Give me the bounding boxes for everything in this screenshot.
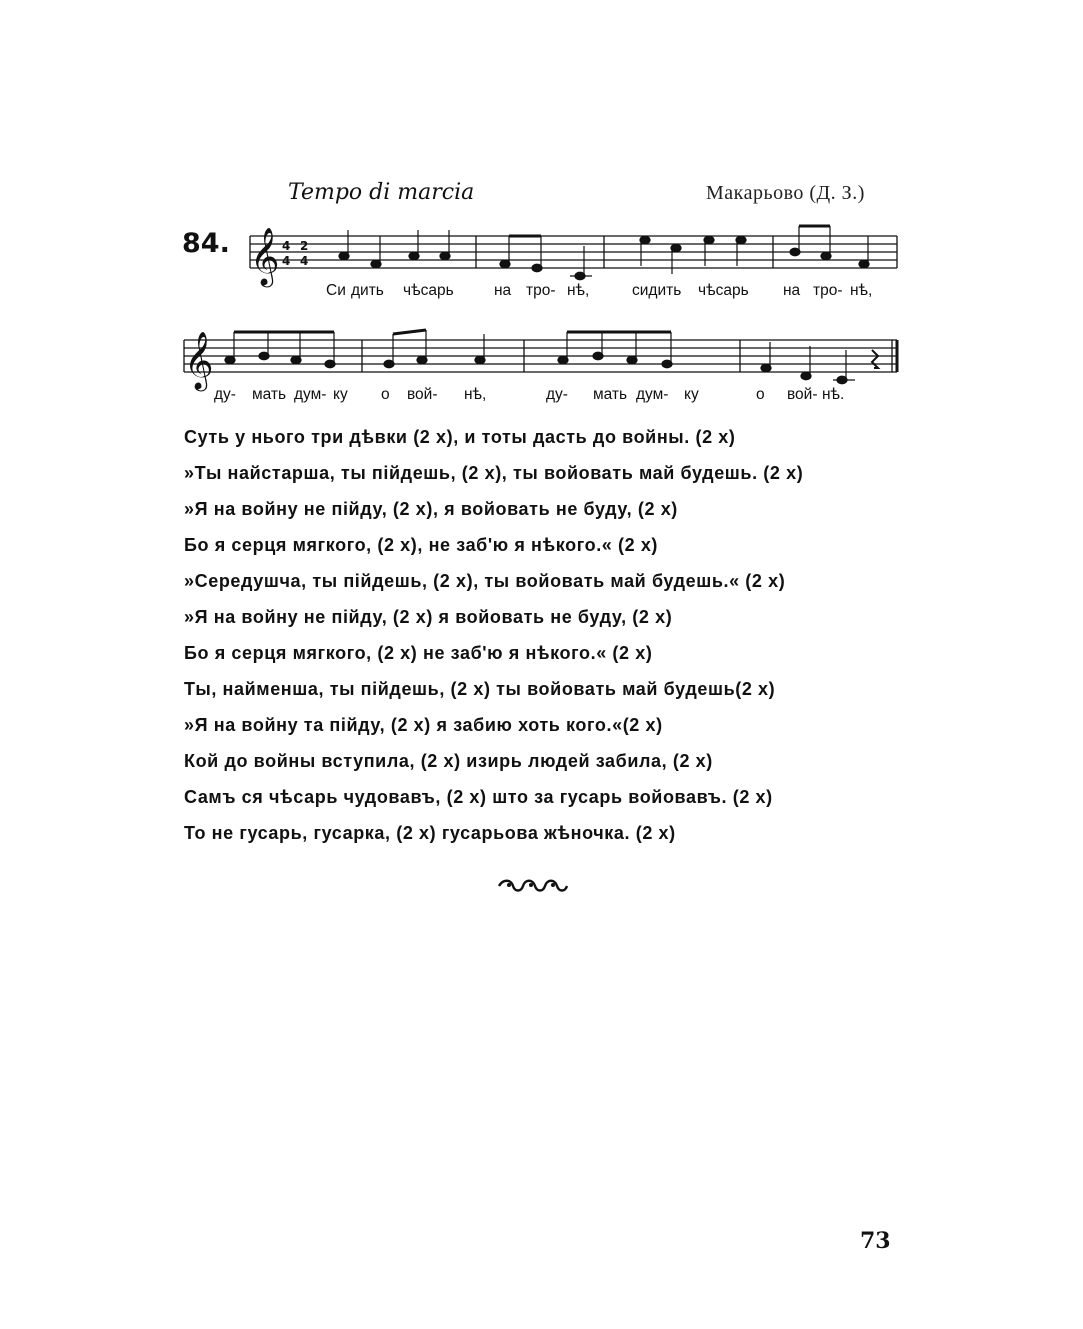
lyric-syllable: нѣ, <box>567 282 590 299</box>
lyric-syllable: тро- <box>526 282 556 299</box>
lyric-syllable: ку <box>684 386 699 403</box>
page-number: 73 <box>860 1228 891 1254</box>
lyric-syllable: ду- <box>214 386 236 403</box>
lyric-syllable: дум- <box>294 386 327 403</box>
lyric-syllable: Си <box>326 282 346 299</box>
lyric-syllable: мать <box>252 386 287 403</box>
lyric-syllable: мать <box>593 386 628 403</box>
lyric-syllable: нѣ, <box>464 386 487 403</box>
lyric-syllable: чѣсарь <box>403 282 454 299</box>
svg-text:4: 4 <box>282 254 291 268</box>
lyric-syllable: тро- <box>813 282 843 299</box>
lyric-syllable: нѣ, <box>850 282 873 299</box>
verse-line: Бо я серця мягкого, (2 х) не заб'ю я нѣкого.« (2 х) <box>184 643 653 663</box>
lyric-syllable: ку <box>333 386 348 403</box>
lyric-syllable: о <box>381 386 390 403</box>
verse-line: »Я на войну не пійду, (2 х) я войовать не буду, (2 х) <box>184 607 673 627</box>
treble-clef-icon-2: 𝄞 <box>184 331 214 389</box>
verse-line: Кой до войны вступила, (2 х) изирь людей забила, (2 х) <box>184 751 713 771</box>
lyric-syllable: сидить <box>632 282 682 299</box>
verse-block <box>184 424 904 856</box>
verse-line: Ты, найменша, ты пійдешь, (2 х) ты войовать май будешь(2 х) <box>184 679 776 699</box>
svg-text:4: 4 <box>300 254 309 268</box>
staff-2-notes <box>225 330 878 384</box>
music-score <box>0 0 1083 420</box>
verse-line: »Середушча, ты пійдешь, (2 х), ты войовать май будешь.« (2 х) <box>184 571 786 591</box>
lyric-syllable: чѣсарь <box>698 282 749 299</box>
verse-line: »Я на войну та пійду, (2 х) я забию хоть кого.«(2 х) <box>184 715 663 735</box>
verse-line: Суть у нього три дѣвки (2 х), и тоты дасть до войны. (2 х) <box>184 427 736 447</box>
lyric-syllable: нѣ. <box>822 386 845 403</box>
lyric-syllable: вой- <box>787 386 818 403</box>
lyric-syllable: дить <box>351 282 384 299</box>
song-number: 84. <box>182 228 230 259</box>
verse-line: »Я на войну не пійду, (2 х), я войовать не буду, (2 х) <box>184 499 678 519</box>
lyric-syllable: ду- <box>546 386 568 403</box>
svg-text:4: 4 <box>282 239 291 253</box>
verse-line: Бо я серця мягкого, (2 х), не заб'ю я нѣкого.« (2 х) <box>184 535 659 555</box>
lyric-syllable: на <box>494 282 512 299</box>
lyric-syllable: вой- <box>407 386 438 403</box>
verse-line: То не гусарь, гусарка, (2 х) гусарьова жѣночка. (2 х) <box>184 823 676 843</box>
staff-2 <box>184 340 897 372</box>
verse-line: Самъ ся чѣсарь чудовавъ, (2 х) што за гусарь войовавъ. (2 х) <box>184 787 773 807</box>
lyric-syllable: о <box>756 386 765 403</box>
verse-line: »Ты найстарша, ты пійдешь, (2 х), ты войовать май будешь. (2 х) <box>184 463 804 483</box>
tempo-marking: Tempo di marcia <box>288 180 475 205</box>
treble-clef-icon: 𝄞 <box>250 227 280 285</box>
lyric-syllable: на <box>783 282 801 299</box>
lyric-syllable: дум- <box>636 386 669 403</box>
wave-scroll-ornament-icon <box>497 877 569 895</box>
song-origin: Макарьово (Д. З.) <box>706 182 865 204</box>
svg-text:2: 2 <box>300 239 309 253</box>
